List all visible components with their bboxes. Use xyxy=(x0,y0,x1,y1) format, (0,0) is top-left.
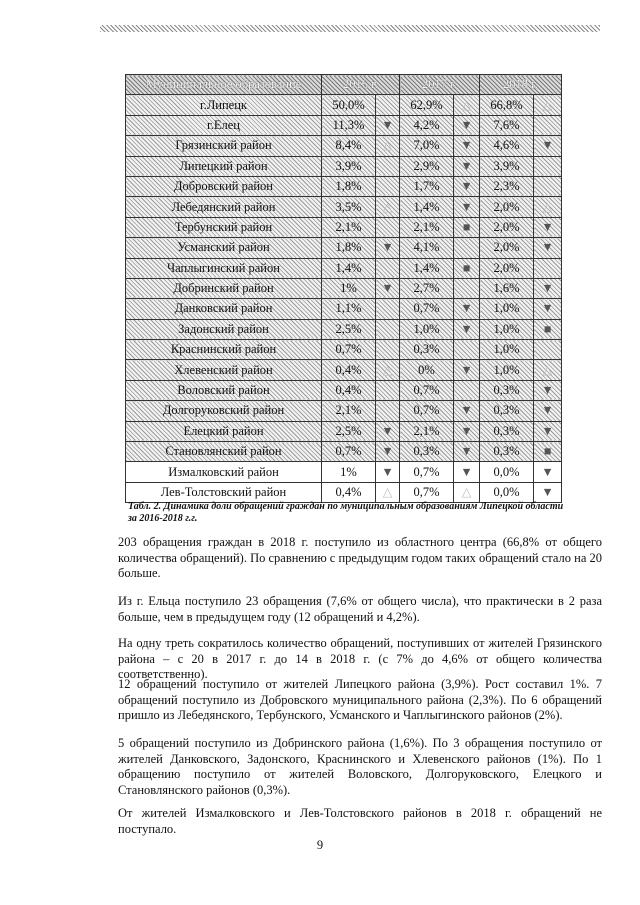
paragraph-1: 203 обращения граждан в 2018 г. поступило из областного центра (66,8% от общего количества обращений). По сравнению с предыдущим годом таких обращений стало на 20 больше. xyxy=(118,535,603,580)
indicator-2016 xyxy=(376,115,400,135)
municipality-cell: г.Липецк xyxy=(126,95,322,115)
table-row xyxy=(126,482,562,502)
municipality-cell: Тербунский район xyxy=(126,217,322,237)
value-2018-cell: 1,0% xyxy=(480,340,534,360)
municipality-cell: Измалковский район xyxy=(126,462,322,482)
value-2018-cell: 1,0% xyxy=(480,299,534,319)
indicator-2016 xyxy=(376,95,400,115)
value-2017-cell: 0,7% xyxy=(400,380,454,400)
triangle-down-icon: ▼ xyxy=(541,219,554,234)
value-2016-cell: 1,8% xyxy=(322,176,376,196)
value-2016-cell: 1,1% xyxy=(322,299,376,319)
indicator-2016 xyxy=(376,380,400,400)
municipality-cell: Воловский район xyxy=(126,380,322,400)
value-2016-cell: 2,1% xyxy=(322,401,376,421)
table-row xyxy=(126,115,562,135)
triangle-down-icon: ▼ xyxy=(460,199,473,214)
table-row xyxy=(126,258,562,278)
indicator-2017 xyxy=(454,217,480,237)
indicator-2016 xyxy=(376,197,400,217)
value-2017-cell: 0,7% xyxy=(400,482,454,502)
value-2018-cell: 0,3% xyxy=(480,380,534,400)
value-2017-cell: 0,3% xyxy=(400,340,454,360)
indicator-2016 xyxy=(376,421,400,441)
indicator-2018 xyxy=(534,95,562,115)
indicator-2016 xyxy=(376,340,400,360)
indicator-2017 xyxy=(454,482,480,502)
page-number: 9 xyxy=(316,838,324,852)
table-row xyxy=(126,299,562,319)
triangle-down-icon: ▼ xyxy=(460,362,473,377)
triangle-up-icon: △ xyxy=(542,199,553,214)
value-2018-cell: 2,0% xyxy=(480,197,534,217)
table-row xyxy=(126,176,562,196)
table-row xyxy=(126,197,562,217)
municipality-cell: Хлевенский район xyxy=(126,360,322,380)
value-2017-cell: 0,7% xyxy=(400,401,454,421)
indicator-2017 xyxy=(454,278,480,298)
value-2017-cell: 2,1% xyxy=(400,217,454,237)
square-icon: ■ xyxy=(462,260,471,275)
value-2016-cell: 1% xyxy=(322,278,376,298)
indicator-2018 xyxy=(534,360,562,380)
triangle-down-icon: ▼ xyxy=(460,321,473,336)
value-2018-cell: 0,3% xyxy=(480,401,534,421)
value-2017-cell: 1,0% xyxy=(400,319,454,339)
value-2018-cell: 1,0% xyxy=(480,319,534,339)
indicator-2016 xyxy=(376,319,400,339)
value-2018-cell: 0,3% xyxy=(480,442,534,462)
table-row xyxy=(126,340,562,360)
value-2017-cell: 7,0% xyxy=(400,136,454,156)
triangle-down-icon: ▼ xyxy=(541,464,554,479)
indicator-2016 xyxy=(376,462,400,482)
paragraph-5: 5 обращений поступило из Добринского района (1,6%). По 3 обращения поступило от жителей Данковского, Задонского, Краснинского и Хлевенского районов (1%). По 1 обращению поступило от жителей Воловского, Долгоруковского, Елецкого и Становлянского районов (0,3%). xyxy=(118,736,602,797)
value-2017-cell: 0,3% xyxy=(400,442,454,462)
indicator-2017 xyxy=(454,136,480,156)
header-2018: 2018 г. xyxy=(480,75,562,95)
indicator-2018 xyxy=(534,238,562,258)
value-2018-cell: 2,0% xyxy=(480,238,534,258)
indicator-2018 xyxy=(534,442,562,462)
triangle-down-icon: ▼ xyxy=(460,301,473,316)
table-row xyxy=(126,401,562,421)
municipality-cell: Чаплыгинский район xyxy=(126,258,322,278)
paragraph-6: От жителей Измалковского и Лев-Толстовского районов в 2018 г. обращений не поступало. xyxy=(118,806,602,836)
value-2018-cell: 1,0% xyxy=(480,360,534,380)
municipality-cell: Елецкий район xyxy=(126,421,322,441)
municipality-cell: Лев-Толстовский район xyxy=(126,482,322,502)
paragraph-2: Из г. Ельца поступило 23 обращения (7,6% от общего числа), что практически в 2 раза больше, чем в предыдущем году (12 обращений и 4,2%). xyxy=(118,594,602,624)
value-2017-cell: 2,1% xyxy=(400,421,454,441)
table-row xyxy=(126,217,562,237)
value-2017-cell: 1,4% xyxy=(400,197,454,217)
municipality-cell: Становлянский район xyxy=(126,442,322,462)
value-2016-cell: 8,4% xyxy=(322,136,376,156)
indicator-2018 xyxy=(534,482,562,502)
indicator-2017 xyxy=(454,176,480,196)
value-2016-cell: 0,7% xyxy=(322,340,376,360)
table-row xyxy=(126,442,562,462)
triangle-down-icon: ▼ xyxy=(460,138,473,153)
value-2016-cell: 1,8% xyxy=(322,238,376,258)
value-2018-cell: 2,0% xyxy=(480,217,534,237)
indicator-2017 xyxy=(454,95,480,115)
value-2017-cell: 0,7% xyxy=(400,299,454,319)
indicator-2017 xyxy=(454,299,480,319)
indicator-2016 xyxy=(376,176,400,196)
triangle-down-icon: ▼ xyxy=(541,138,554,153)
triangle-up-icon: △ xyxy=(542,97,553,112)
value-2016-cell: 0,4% xyxy=(322,380,376,400)
triangle-up-icon: △ xyxy=(382,362,393,377)
municipality-cell: г.Елец xyxy=(126,115,322,135)
value-2018-cell: 0,3% xyxy=(480,421,534,441)
table-row xyxy=(126,95,562,115)
indicator-2018 xyxy=(534,136,562,156)
indicator-2018 xyxy=(534,340,562,360)
indicator-2016 xyxy=(376,136,400,156)
indicator-2018 xyxy=(534,401,562,421)
municipality-cell: Добровский район xyxy=(126,176,322,196)
triangle-up-icon: △ xyxy=(382,485,393,499)
value-2017-cell: 0% xyxy=(400,360,454,380)
value-2016-cell: 1,4% xyxy=(322,258,376,278)
triangle-down-icon: ▼ xyxy=(460,444,473,459)
municipality-cell: Задонский район xyxy=(126,319,322,339)
indicator-2016 xyxy=(376,258,400,278)
indicator-2018 xyxy=(534,380,562,400)
value-2018-cell: 7,6% xyxy=(480,115,534,135)
paragraph-3: На одну треть сократилось количество обращений, поступивших от жителей Грязинского района – с 20 в 2017 г. до 14 в 2018 г. (с 7% до 4,6% от общего количества соответственно). xyxy=(118,636,602,681)
triangle-down-icon: ▼ xyxy=(460,117,473,132)
triangle-down-icon: ▼ xyxy=(541,485,554,499)
table-row xyxy=(126,136,562,156)
table-row xyxy=(126,462,562,482)
indicator-2016 xyxy=(376,217,400,237)
triangle-up-icon: △ xyxy=(461,485,472,499)
appeals-table-container xyxy=(125,74,561,503)
value-2016-cell: 0,4% xyxy=(322,360,376,380)
indicator-2016 xyxy=(376,238,400,258)
municipality-cell: Данковский район xyxy=(126,299,322,319)
table-body xyxy=(126,95,562,503)
indicator-2017 xyxy=(454,462,480,482)
value-2018-cell: 66,8% xyxy=(480,95,534,115)
municipality-cell: Грязинский район xyxy=(126,136,322,156)
indicator-2018 xyxy=(534,319,562,339)
square-icon: ■ xyxy=(462,219,471,234)
indicator-2018 xyxy=(534,258,562,278)
municipality-cell: Лебедянский район xyxy=(126,197,322,217)
indicator-2018 xyxy=(534,299,562,319)
triangle-down-icon: ▼ xyxy=(541,240,554,255)
indicator-2017 xyxy=(454,238,480,258)
indicator-2017 xyxy=(454,380,480,400)
indicator-2018 xyxy=(534,115,562,135)
value-2016-cell: 3,9% xyxy=(322,156,376,176)
indicator-2016 xyxy=(376,156,400,176)
value-2016-cell: 50,0% xyxy=(322,95,376,115)
indicator-2016 xyxy=(376,278,400,298)
square-icon: ■ xyxy=(543,321,552,336)
indicator-2017 xyxy=(454,340,480,360)
value-2018-cell: 4,6% xyxy=(480,136,534,156)
value-2016-cell: 2,5% xyxy=(322,319,376,339)
indicator-2017 xyxy=(454,421,480,441)
value-2017-cell: 0,7% xyxy=(400,462,454,482)
municipality-cell: Добринский район xyxy=(126,278,322,298)
value-2017-cell: 4,2% xyxy=(400,115,454,135)
value-2016-cell: 1% xyxy=(322,462,376,482)
header-2017: 2017 г. xyxy=(400,75,480,95)
value-2017-cell: 1,4% xyxy=(400,258,454,278)
indicator-2016 xyxy=(376,401,400,421)
indicator-2017 xyxy=(454,197,480,217)
value-2016-cell: 0,7% xyxy=(322,442,376,462)
indicator-2018 xyxy=(534,217,562,237)
value-2018-cell: 2,0% xyxy=(480,258,534,278)
indicator-2017 xyxy=(454,401,480,421)
triangle-down-icon: ▼ xyxy=(381,423,394,438)
table-row xyxy=(126,278,562,298)
table-caption: Табл. 2. Динамика доли обращений граждан по муниципальным образованиям Липецкой области за 2016-2018 г.г. xyxy=(128,501,564,524)
value-2018-cell: 0,0% xyxy=(480,482,534,502)
indicator-2016 xyxy=(376,482,400,502)
table-row xyxy=(126,238,562,258)
triangle-up-icon: △ xyxy=(461,97,472,112)
triangle-down-icon: ▼ xyxy=(541,383,554,398)
indicator-2018 xyxy=(534,197,562,217)
triangle-down-icon: ▼ xyxy=(460,464,473,479)
value-2018-cell: 3,9% xyxy=(480,156,534,176)
table-header-row xyxy=(126,75,562,95)
paragraph-4: 12 обращений поступило от жителей Липецкого района (3,9%). Рост составил 1%. 7 обращений поступило из Добровского муниципального района (2,3%). По 6 обращений пришло из Лебедянского, Тербунского, Усманского и Чаплыгинского районов (2%). xyxy=(118,677,602,722)
value-2017-cell: 62,9% xyxy=(400,95,454,115)
triangle-up-icon: △ xyxy=(382,199,393,214)
triangle-down-icon: ▼ xyxy=(541,281,554,296)
indicator-2018 xyxy=(534,156,562,176)
triangle-down-icon: ▼ xyxy=(460,179,473,194)
value-2016-cell: 3,5% xyxy=(322,197,376,217)
indicator-2017 xyxy=(454,319,480,339)
municipality-cell: Липецкий район xyxy=(126,156,322,176)
appeals-table xyxy=(125,74,562,503)
value-2016-cell: 11,3% xyxy=(322,115,376,135)
triangle-up-icon: △ xyxy=(542,362,553,377)
value-2017-cell: 1,7% xyxy=(400,176,454,196)
table-row xyxy=(126,319,562,339)
municipality-cell: Долгоруковский район xyxy=(126,401,322,421)
table-row xyxy=(126,156,562,176)
triangle-down-icon: ▼ xyxy=(541,403,554,418)
indicator-2016 xyxy=(376,299,400,319)
value-2018-cell: 0,0% xyxy=(480,462,534,482)
triangle-down-icon: ▼ xyxy=(460,423,473,438)
triangle-down-icon: ▼ xyxy=(541,301,554,316)
municipality-cell: Краснинский район xyxy=(126,340,322,360)
triangle-down-icon: ▼ xyxy=(460,403,473,418)
indicator-2017 xyxy=(454,360,480,380)
indicator-2016 xyxy=(376,442,400,462)
indicator-2017 xyxy=(454,156,480,176)
indicator-2018 xyxy=(534,278,562,298)
indicator-2018 xyxy=(534,462,562,482)
indicator-2017 xyxy=(454,442,480,462)
triangle-down-icon: ▼ xyxy=(381,464,394,479)
header-2016: 2016 г. xyxy=(322,75,400,95)
value-2017-cell: 4,1% xyxy=(400,238,454,258)
triangle-down-icon: ▼ xyxy=(381,444,394,459)
value-2016-cell: 0,4% xyxy=(322,482,376,502)
triangle-down-icon: ▼ xyxy=(381,117,394,132)
municipality-cell: Усманский район xyxy=(126,238,322,258)
triangle-up-icon: △ xyxy=(382,138,393,153)
indicator-2017 xyxy=(454,258,480,278)
value-2017-cell: 2,9% xyxy=(400,156,454,176)
value-2016-cell: 2,5% xyxy=(322,421,376,441)
triangle-down-icon: ▼ xyxy=(541,423,554,438)
indicator-2016 xyxy=(376,360,400,380)
triangle-down-icon: ▼ xyxy=(460,158,473,173)
indicator-2018 xyxy=(534,421,562,441)
square-icon: ■ xyxy=(543,444,552,459)
triangle-down-icon: ▼ xyxy=(381,281,394,296)
value-2018-cell: 1,6% xyxy=(480,278,534,298)
header-rule xyxy=(100,25,600,32)
value-2017-cell: 2,7% xyxy=(400,278,454,298)
table-row xyxy=(126,421,562,441)
indicator-2018 xyxy=(534,176,562,196)
value-2016-cell: 2,1% xyxy=(322,217,376,237)
indicator-2017 xyxy=(454,115,480,135)
header-municipality: Муниципальное образование xyxy=(126,75,322,95)
table-row xyxy=(126,360,562,380)
table-row xyxy=(126,380,562,400)
value-2018-cell: 2,3% xyxy=(480,176,534,196)
triangle-down-icon: ▼ xyxy=(381,240,394,255)
